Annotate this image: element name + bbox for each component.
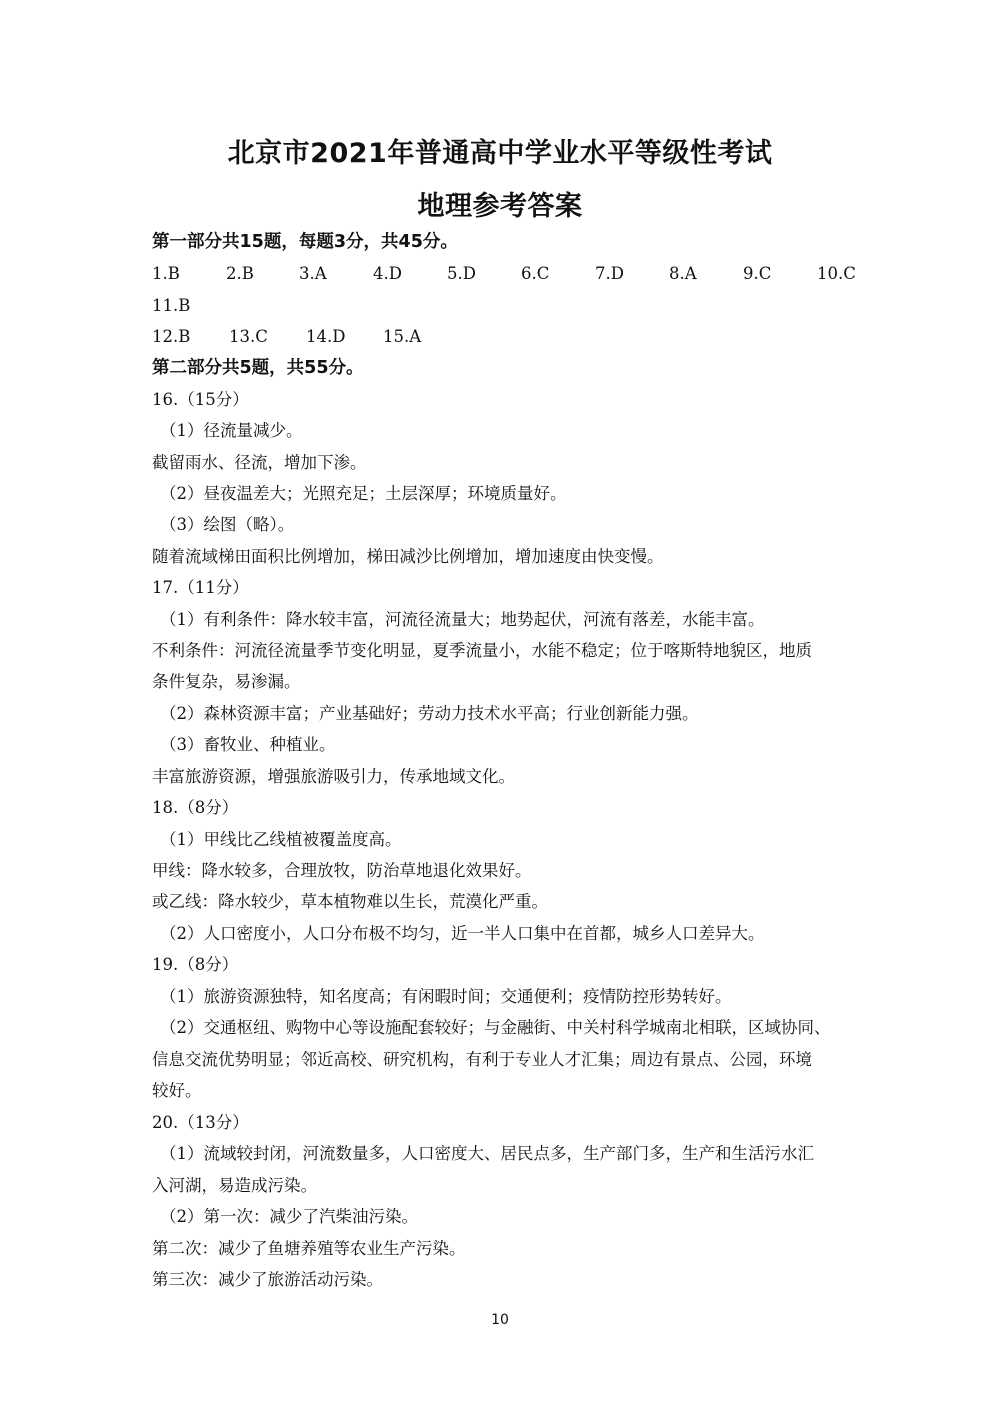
q17-text: 条件复杂，易渗漏。 [152,672,301,691]
part1-heading: 第一部分共15题，每题3分，共45分。 [152,232,458,252]
answer-item: 11.B [152,296,191,315]
q20-text: 第二次：减少了鱼塘养殖等农业生产污染。 [152,1239,466,1258]
q19-text: 信息交流优势明显；邻近高校、研究机构，有利于专业人才汇集；周边有景点、公园，环境 [152,1050,812,1069]
q17-header: 17.（11分） [152,578,249,597]
page-number: 10 [491,1312,509,1328]
q19-text: 较好。 [152,1081,202,1100]
answer-item: 3.A [299,264,327,283]
q19-header: 19.（8分） [152,955,239,974]
q20-text: （1）流域较封闭，河流数量多，人口密度大、居民点多，生产部门多，生产和生活污水汇 [160,1144,814,1163]
q18-text: （1）甲线比乙线植被覆盖度高。 [160,830,402,849]
answer-item: 10.C [817,264,856,283]
part2-heading: 第二部分共5题，共55分。 [152,358,364,378]
document-title: 北京市2021年普通高中学业水平等级性考试 [227,138,773,169]
answer-item: 2.B [226,264,254,283]
q18-text: 甲线：降水较多，合理放牧，防治草地退化效果好。 [152,861,532,880]
q18-text: 或乙线：降水较少，草本植物难以生长，荒漠化严重。 [152,892,548,911]
q18-text: （2）人口密度小，人口分布极不均匀，近一半人口集中在首都，城乡人口差异大。 [160,924,765,943]
answer-item: 1.B [152,264,180,283]
answer-item: 4.D [373,264,402,283]
q20-header: 20.（13分） [152,1113,249,1132]
q17-text: （2）森林资源丰富；产业基础好；劳动力技术水平高；行业创新能力强。 [160,704,699,723]
q16-text: 截留雨水、径流，增加下渗。 [152,453,367,472]
q16-header: 16.（15分） [152,390,249,409]
q20-text: 入河湖，易造成污染。 [152,1176,317,1195]
q16-text: （1）径流量减少。 [160,421,303,440]
answer-item: 15.A [383,327,422,346]
q19-text: （1）旅游资源独特，知名度高；有闲暇时间；交通便利；疫情防控形势转好。 [160,987,732,1006]
q17-text: 不利条件：河流径流量季节变化明显，夏季流量小，水能不稳定；位于喀斯特地貌区，地质 [152,641,812,660]
q16-text: （2）昼夜温差大；光照充足；土层深厚；环境质量好。 [160,484,567,503]
answer-item: 12.B [152,327,191,346]
answer-item: 14.D [306,327,346,346]
q16-text: 随着流域梯田面积比例增加，梯田减沙比例增加，增加速度由快变慢。 [152,547,664,566]
q20-text: （2）第一次：减少了汽柴油污染。 [160,1207,418,1226]
answer-item: 13.C [229,327,268,346]
answer-item: 6.C [521,264,550,283]
q16-text: （3）绘图（略）。 [160,515,295,534]
q17-text: （3）畜牧业、种植业。 [160,735,336,754]
answer-item: 9.C [743,264,772,283]
answer-item: 5.D [447,264,476,283]
q17-text: 丰富旅游资源，增强旅游吸引力，传承地域文化。 [152,767,515,786]
answer-item: 7.D [595,264,624,283]
document-subtitle: 地理参考答案 [417,191,583,222]
q17-text: （1）有利条件：降水较丰富，河流径流量大；地势起伏，河流有落差，水能丰富。 [160,610,765,629]
q18-header: 18.（8分） [152,798,239,817]
answer-item: 8.A [669,264,697,283]
q19-text: （2）交通枢纽、购物中心等设施配套较好；与金融街、中关村科学城南北相联，区域协同、 [160,1018,831,1037]
q20-text: 第三次：减少了旅游活动污染。 [152,1270,383,1289]
